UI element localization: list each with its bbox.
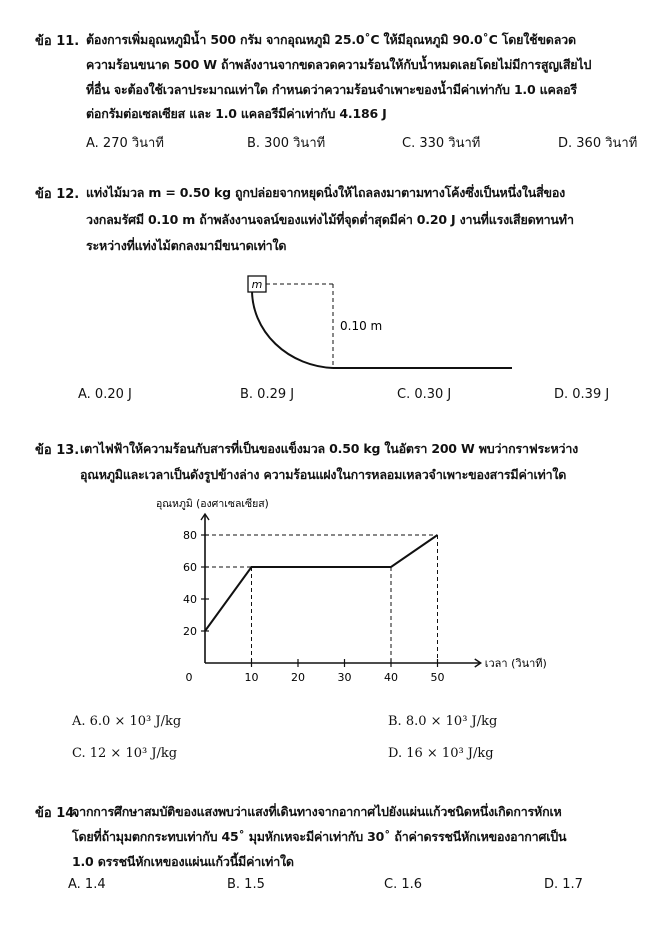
y-tick-label: 20: [183, 625, 197, 638]
question-12-choice-d[interactable]: D. 0.39 J: [554, 387, 610, 402]
question-13-number: ข้อ 13.: [35, 443, 80, 458]
chart-series: [205, 535, 438, 631]
question-13-line-2: อุณหภูมิและเวลาเป็นดังรูปข้างล่าง ความร้อนแฝงในการหลอมเหลวจำเพาะของสารมีค่าเท่าใด: [80, 467, 567, 482]
question-11-choice-a[interactable]: A. 270 วินาที: [86, 136, 164, 151]
question-11-choice-c[interactable]: C. 330 วินาที: [402, 136, 481, 151]
question-11-number: ข้อ 11.: [35, 34, 80, 49]
question-13-line-1: เตาไฟฟ้าให้ความร้อนกับสารที่เป็นของแข็งมวล 0.50 kg ในอัตรา 200 W พบว่ากราฟระหว่าง: [80, 441, 579, 456]
question-14-line-3: 1.0 ดรรชนีหักเหของแผ่นแก้วนี้มีค่าเท่าใด: [72, 854, 294, 869]
x-tick-label: 30: [337, 671, 352, 684]
question-11-line-3: ที่อื่น จะต้องใช้เวลาประมาณเท่าใด กำหนดว่าความร้อนจำเพาะของน้ำมีค่าเท่ากับ 1.0 แคลอรี: [86, 82, 577, 97]
question-11-line-4: ต่อกรัมต่อเซลเซียส และ 1.0 แคลอรีมีค่าเท่ากับ 4.186 J: [86, 106, 387, 121]
question-13-choice-a[interactable]: A. 6.0 × 10³ J/kg: [72, 714, 182, 729]
y-tick-label: 60: [183, 561, 197, 574]
temperature-time-chart: [150, 495, 590, 705]
question-14-choice-b[interactable]: B. 1.5: [227, 877, 265, 892]
chart-ylabel: อุณหภูมิ (องศาเซลเซียส): [156, 498, 269, 510]
temperature-line: [205, 535, 438, 631]
question-12-line-2: วงกลมรัศมี 0.10 m ถ้าพลังงานจลน์ของแท่งไม้ที่จุดต่ำสุดมีค่า 0.20 J งานที่แรงเสียดทานทำ: [86, 212, 574, 227]
question-14-number: ข้อ 14.: [35, 806, 80, 821]
question-14-line-1: จากการศึกษาสมบัติของแสงพบว่าแสงที่เดินทางจากอากาศไปยังแผ่นแก้วชนิดหนึ่งเกิดการหักเห: [72, 804, 562, 819]
x-tick-label: 10: [244, 671, 259, 684]
question-14-choice-d[interactable]: D. 1.7: [544, 877, 583, 892]
quarter-circle-track-figure: [230, 270, 530, 380]
question-12-number: ข้อ 12.: [35, 187, 80, 202]
question-12-line-3: ระหว่างที่แท่งไม้ตกลงมามีขนาดเท่าใด: [86, 238, 287, 253]
question-12-choice-b[interactable]: B. 0.29 J: [240, 387, 295, 402]
chart-axes: [201, 514, 481, 667]
question-12-choice-c[interactable]: C. 0.30 J: [397, 387, 452, 402]
question-13-choice-b[interactable]: B. 8.0 × 10³ J/kg: [388, 714, 498, 729]
question-12-choice-a[interactable]: A. 0.20 J: [78, 387, 132, 402]
x-tick-label: 50: [430, 671, 445, 684]
x-tick-label: 0: [185, 671, 193, 684]
y-tick-label: 80: [183, 529, 197, 542]
height-label: 0.10 m: [340, 319, 383, 333]
x-tick-label: 40: [384, 671, 398, 684]
dashed-guides: [205, 535, 438, 663]
question-11-choice-b[interactable]: B. 300 วินาที: [247, 136, 326, 151]
block-label: m: [251, 278, 263, 291]
question-13-choice-d[interactable]: D. 16 × 10³ J/kg: [388, 746, 494, 761]
y-tick-label: 40: [183, 593, 197, 606]
question-14-choice-a[interactable]: A. 1.4: [68, 877, 106, 892]
question-14-line-2: โดยที่ถ้ามุมตกกระทบเท่ากับ 45˚ มุมหักเหจะมีค่าเท่ากับ 30˚ ถ้าค่าดรรชนีหักเหของอากาศเป็น: [72, 829, 567, 844]
question-11-line-2: ความร้อนขนาด 500 W ถ้าพลังงานจากขดลวดความร้อนให้กับน้ำหมดเลยโดยไม่มีการสูญเสียไป: [86, 57, 592, 72]
chart-xlabel: เวลา (วินาที): [484, 657, 547, 670]
question-13-choice-c[interactable]: C. 12 × 10³ J/kg: [72, 746, 178, 761]
question-11-choice-d[interactable]: D. 360 วินาที: [558, 136, 638, 151]
question-14-choice-c[interactable]: C. 1.6: [384, 877, 423, 892]
question-11-line-1: ต้องการเพิ่มอุณหภูมิน้ำ 500 กรัม จากอุณหภูมิ 25.0˚C ให้มีอุณหภูมิ 90.0˚C โดยใช้ขดลวด: [86, 32, 576, 47]
question-12-line-1: แท่งไม้มวล m = 0.50 kg ถูกปล่อยจากหยุดนิ่งให้ไถลลงมาตามทางโค้งซึ่งเป็นหนึ่งในสี่ของ: [86, 185, 566, 200]
x-tick-label: 20: [291, 671, 305, 684]
curved-track: [252, 290, 333, 368]
